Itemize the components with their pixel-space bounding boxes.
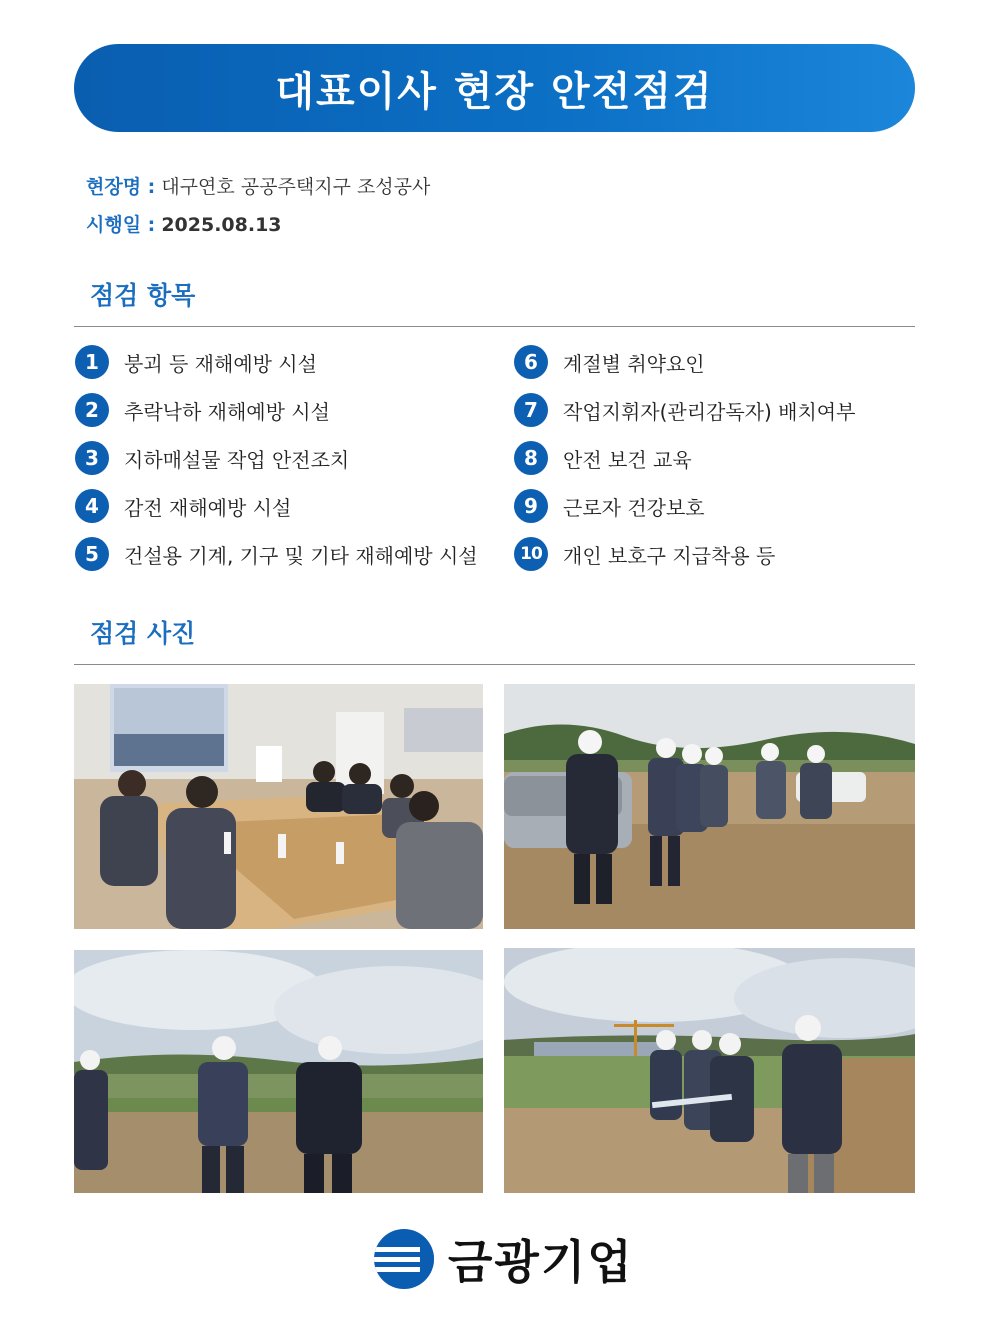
photos-divider	[74, 664, 915, 665]
item-text: 안전 보건 교육	[563, 447, 692, 472]
company-logo-icon	[372, 1227, 436, 1291]
field-inspection-photo	[74, 950, 483, 1193]
page-title: 대표이사 현장 안전점검	[275, 68, 714, 115]
inspection-item	[75, 536, 478, 572]
item-text: 감전 재해예방 시설	[124, 495, 292, 520]
item-number-badge: 2	[75, 393, 109, 427]
item-text: 계절별 취약요인	[563, 351, 705, 376]
item-number-badge: 9	[514, 489, 548, 523]
site-name-row	[86, 172, 430, 199]
inspection-item	[514, 392, 855, 428]
inspection-item	[514, 536, 775, 572]
inspection-item	[75, 440, 349, 476]
photos-section-title: 점검 사진	[90, 619, 196, 648]
inspection-item	[514, 344, 705, 380]
inspection-item	[75, 488, 291, 524]
inspection-item	[75, 344, 317, 380]
inspection-item	[514, 440, 692, 476]
construction-site-discussion-photo	[504, 948, 915, 1193]
items-section-title: 점검 항목	[90, 281, 196, 310]
item-number-badge: 1	[75, 345, 109, 379]
items-divider	[74, 326, 915, 327]
site-inspection-vehicles-photo	[504, 684, 915, 929]
meeting-room-photo	[74, 684, 483, 929]
company-logo	[372, 1226, 634, 1292]
item-text: 건설용 기계, 기구 및 기타 재해예방 시설	[124, 543, 478, 568]
item-text: 지하매설물 작업 안전조치	[124, 447, 350, 472]
title-banner	[74, 44, 915, 132]
item-text: 근로자 건강보호	[563, 495, 705, 520]
inspection-item	[75, 392, 330, 428]
site-name-label: 현장명 :	[86, 176, 156, 198]
company-logo-text: 금광기업	[448, 1235, 634, 1289]
item-number-badge: 5	[75, 537, 109, 571]
item-text: 작업지휘자(관리감독자) 배치여부	[563, 399, 856, 424]
date-value: 2025.08.13	[161, 214, 282, 236]
inspection-item	[514, 488, 705, 524]
date-row	[86, 210, 282, 237]
item-number-badge: 4	[75, 489, 109, 523]
item-number-badge: 3	[75, 441, 109, 475]
item-number-badge: 8	[514, 441, 548, 475]
item-number-badge: 7	[514, 393, 548, 427]
item-text: 붕괴 등 재해예방 시설	[124, 351, 317, 376]
item-text: 추락낙하 재해예방 시설	[124, 399, 330, 424]
date-label: 시행일 :	[86, 214, 156, 236]
item-number-badge: 6	[514, 345, 548, 379]
item-text: 개인 보호구 지급착용 등	[563, 543, 776, 568]
site-name-value: 대구연호 공공주택지구 조성공사	[161, 176, 431, 198]
item-number-badge: 10	[514, 537, 548, 571]
